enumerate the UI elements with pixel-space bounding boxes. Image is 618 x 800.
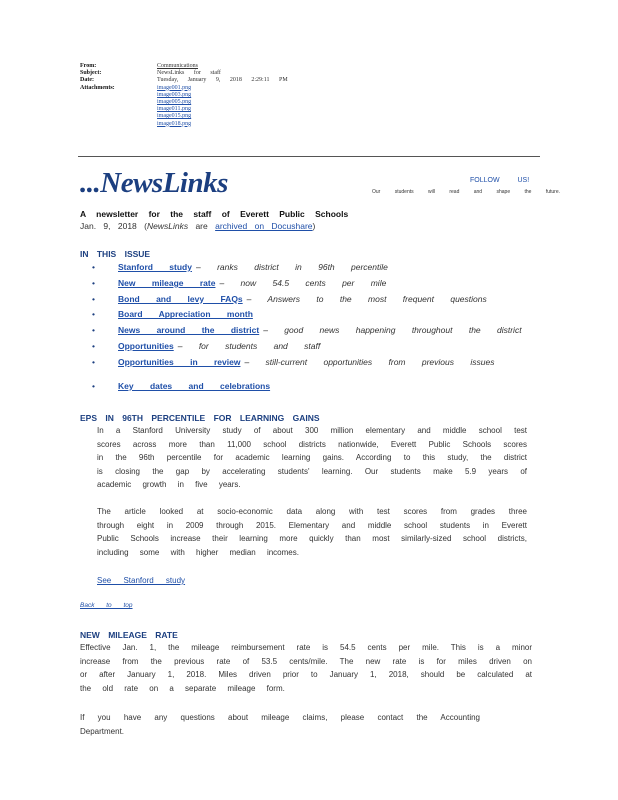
toc-desc: – still-current opportunities from previous issues [244,356,495,367]
list-item: • Board Appreciation month [92,309,253,320]
section-heading-mileage: NEW MILEAGE RATE [80,630,178,640]
back-to-top-link[interactable]: Back to top [80,602,133,609]
toc-link[interactable]: Bond and levy FAQs [118,293,243,304]
issue-date-line: Jan. 9, 2018 (NewsLinks are archived on Docushare) [80,221,316,231]
toc-desc: – ranks district in 96th percentile [195,262,388,272]
toc-heading: IN THIS ISSUE [80,249,151,259]
list-item: • Bond and levy FAQs – Answers to the most frequent questions [92,293,487,304]
toc-link[interactable]: Opportunities in review [118,356,241,367]
email-header [80,63,288,128]
toc-link[interactable]: Board Appreciation month [118,309,253,320]
toc-link[interactable]: News around the district [118,325,260,336]
toc-desc: – now 54.5 cents per mile [219,277,387,288]
mileage-paragraph-2: If you have any questions about mileage claims, please contact the Accounting Department. [80,713,480,736]
list-item: • Opportunities in review – still-current opportunities from previous issues [92,356,495,367]
toc-link[interactable]: Key dates and celebrations [118,380,271,391]
attachment-link[interactable]: image018.png [157,120,192,127]
attachments-label: Attachments: [80,84,115,91]
follow-us-link[interactable]: FOLLOW US! [470,177,530,184]
attachment-link[interactable]: image001.png [157,84,192,91]
toc-desc: – Answers to the most frequent questions [246,293,487,304]
date-value: Tuesday, January 9, 2018 2:29:11 PM [157,77,288,84]
toc-desc: – good news happening throughout the district [263,325,522,336]
stanford-paragraph-2: The article looked at socio-economic data along with test scores from grades three through eight in 2009 through 2015. Elementary and middle school students in Everett Public Schools increase their learning more quickly than most similarly-sized school districts, including some with higher median incomes. [97,507,527,557]
toc-link[interactable]: New mileage rate [118,277,216,288]
date-label: Date: [80,77,94,84]
list-item: • News around the district – good news happening throughout the district [92,325,522,336]
section-heading-stanford: EPS IN 96TH PERCENTILE FOR LEARNING GAINS [80,413,320,423]
tagline: Our students will read and shape the future. [372,189,561,195]
toc-link[interactable]: Stanford study [118,262,192,272]
divider [78,156,540,157]
list-item: • Opportunities – for students and staff [92,340,321,351]
stanford-paragraph-1: In a Stanford University study of about 300 million elementary and middle school test scores across more than 11,000 school districts nationwide, Everett Public Schools scores in the 96th percentile for academic learning gains. According to this study, the district is closing the gap by accelerating students' learning. Our students make 5.9 years of academic growth in five years. [97,426,527,489]
attachment-link[interactable]: image003.png [157,91,192,98]
attachment-link[interactable]: image005.png [157,99,192,106]
from-value[interactable]: Communications [157,63,198,69]
list-item: • New mileage rate – now 54.5 cents per mile [92,277,387,288]
subject-label: Subject: [80,70,102,77]
newsletter-subtitle: A newsletter for the staff of Everett Public Schools [80,209,349,219]
from-label: From: [80,63,97,69]
archive-link[interactable]: archived on Docushare [215,221,313,231]
attachment-link[interactable]: image015.png [157,113,192,120]
list-item: • Stanford study – ranks district in 96th percentile [92,262,388,272]
masthead-title: ...NewsLinks [80,167,228,199]
mileage-paragraph-1: Effective Jan. 1, the mileage reimbursement rate is 54.5 cents per mile. This is a minor increase from the previous rate of 53.5 cents/mile. The new rate is for miles driven on or after January 1, 2018. Miles driven prior to January 1, 2018, should be calculated at the old rate on a separate mileage form. [80,643,532,693]
list-item: • Key dates and celebrations [92,380,271,391]
toc-link[interactable]: Opportunities [118,340,174,351]
attachment-list [157,85,207,128]
toc-desc: – for students and staff [177,340,321,351]
toc-list [92,262,522,397]
see-stanford-study-link[interactable]: See Stanford study [97,576,186,585]
attachment-link[interactable]: image011.png [157,106,191,113]
subject-value: NewsLinks for staff [157,70,221,77]
